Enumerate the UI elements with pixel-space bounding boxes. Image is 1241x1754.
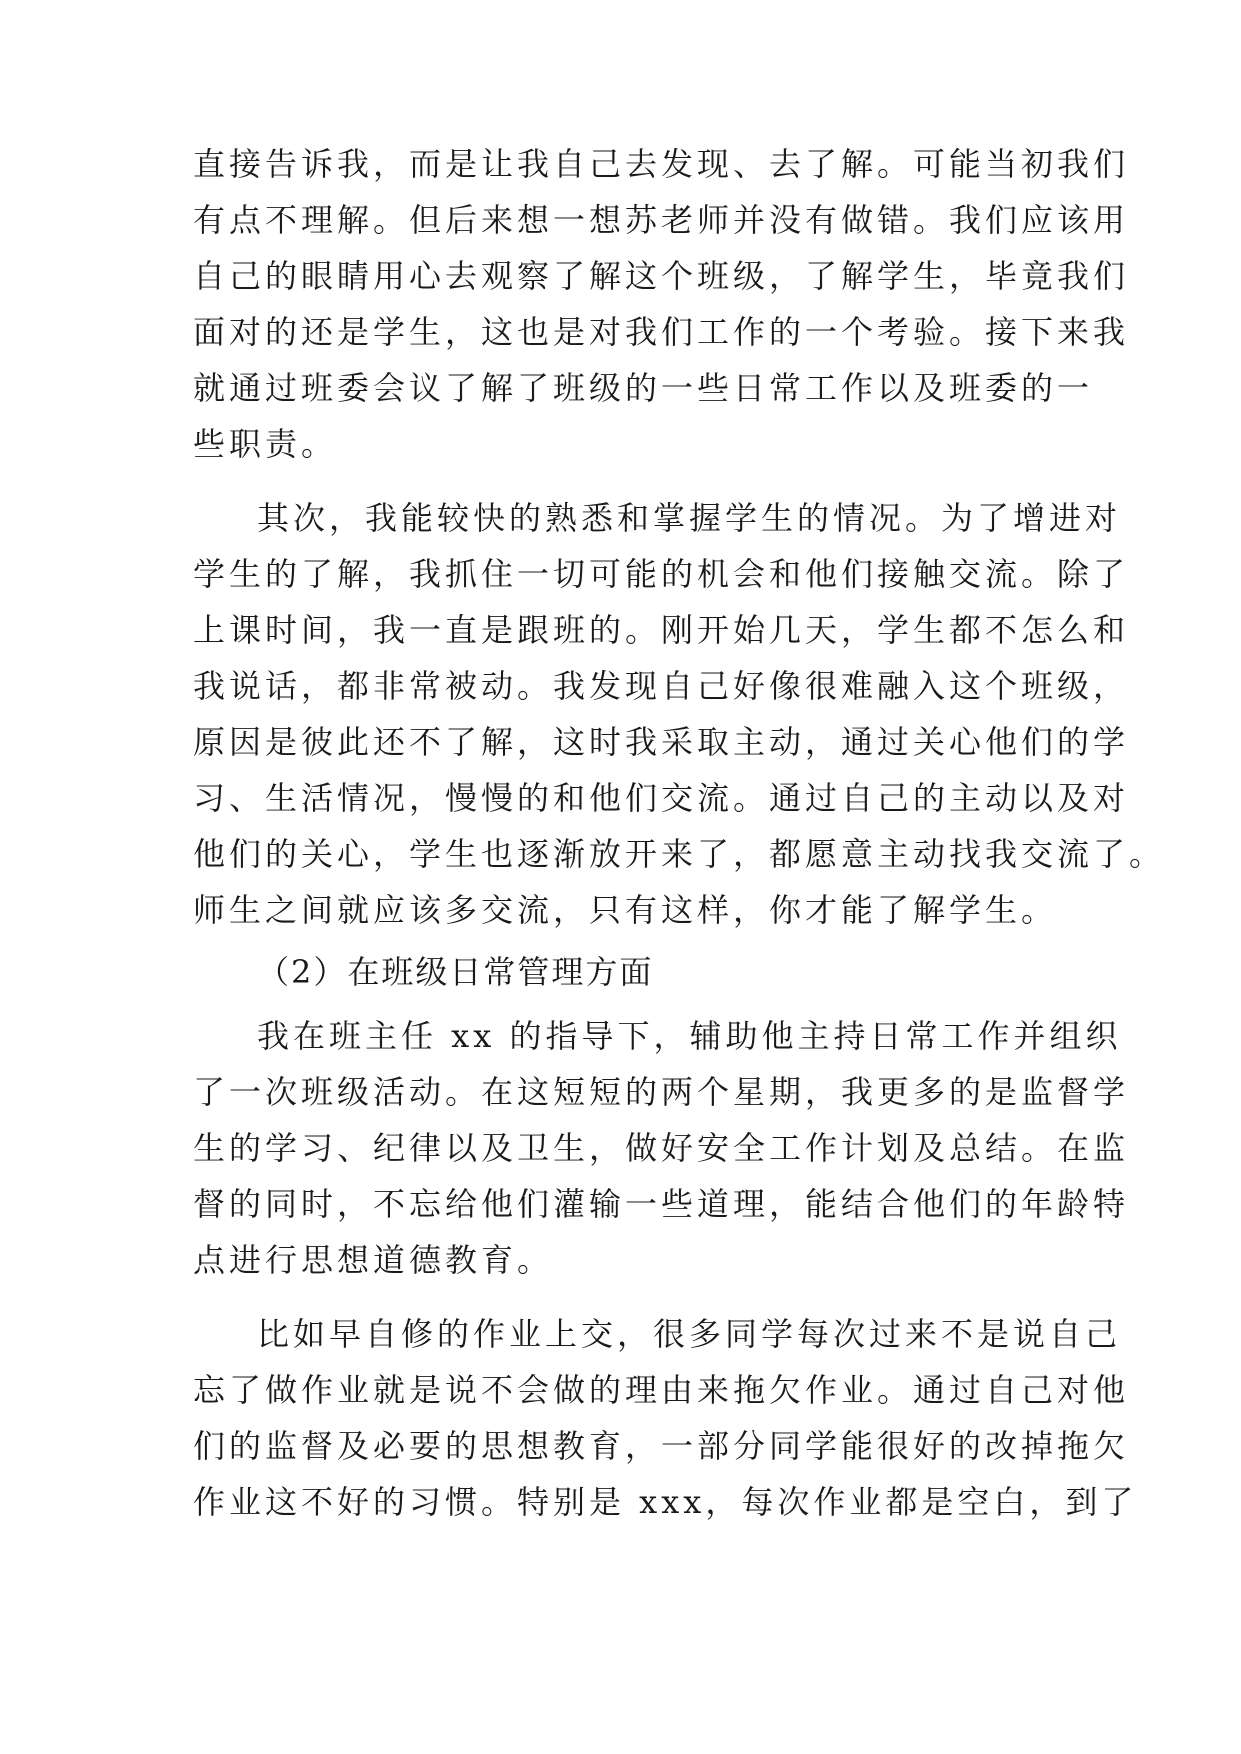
text-line: 督的同时，不忘给他们灌输一些道理，能结合他们的年龄特 bbox=[193, 1185, 1130, 1223]
text-line: 自己的眼睛用心去观察了解这个班级，了解学生，毕竟我们 bbox=[193, 257, 1130, 295]
text-line: 点进行思想道德教育。 bbox=[193, 1241, 554, 1279]
text-line: 忘了做作业就是说不会做的理由来拖欠作业。通过自己对他 bbox=[193, 1371, 1130, 1409]
text-line: 有点不理解。但后来想一想苏老师并没有做错。我们应该用 bbox=[193, 201, 1130, 239]
text-line: 直接告诉我，而是让我自己去发现、去了解。可能当初我们 bbox=[193, 145, 1130, 183]
text-line: 原因是彼此还不了解，这时我采取主动，通过关心他们的学 bbox=[193, 723, 1130, 761]
paragraph-first-line: 我在班主任 xx 的指导下，辅助他主持日常工作并组织 bbox=[257, 1017, 1122, 1055]
text-line: 我说话，都非常被动。我发现自己好像很难融入这个班级， bbox=[193, 667, 1130, 705]
paragraph-first-line: 其次，我能较快的熟悉和掌握学生的情况。为了增进对 bbox=[257, 499, 1122, 537]
text-line: 师生之间就应该多交流，只有这样，你才能了解学生。 bbox=[193, 891, 1058, 929]
text-line: 些职责。 bbox=[193, 425, 338, 463]
text-line: 学生的了解，我抓住一切可能的机会和他们接触交流。除了 bbox=[193, 555, 1130, 593]
text-line: 作业这不好的习惯。特别是 xxx，每次作业都是空白，到了 bbox=[193, 1483, 1138, 1521]
text-line: 面对的还是学生，这也是对我们工作的一个考验。接下来我 bbox=[193, 313, 1130, 351]
text-line: 生的学习、纪律以及卫生，做好安全工作计划及总结。在监 bbox=[193, 1129, 1130, 1167]
text-line: 他们的关心，学生也逐渐放开来了，都愿意主动找我交流了。 bbox=[193, 835, 1166, 873]
text-line: 了一次班级活动。在这短短的两个星期，我更多的是监督学 bbox=[193, 1073, 1130, 1111]
text-line: 上课时间，我一直是跟班的。刚开始几天，学生都不怎么和 bbox=[193, 611, 1130, 649]
section-heading: （2）在班级日常管理方面 bbox=[257, 953, 654, 991]
text-line: 就通过班委会议了解了班级的一些日常工作以及班委的一 bbox=[193, 369, 1094, 407]
paragraph-first-line: 比如早自修的作业上交，很多同学每次过来不是说自己 bbox=[257, 1315, 1122, 1353]
text-line: 习、生活情况，慢慢的和他们交流。通过自己的主动以及对 bbox=[193, 779, 1130, 817]
text-line: 们的监督及必要的思想教育，一部分同学能很好的改掉拖欠 bbox=[193, 1427, 1130, 1465]
